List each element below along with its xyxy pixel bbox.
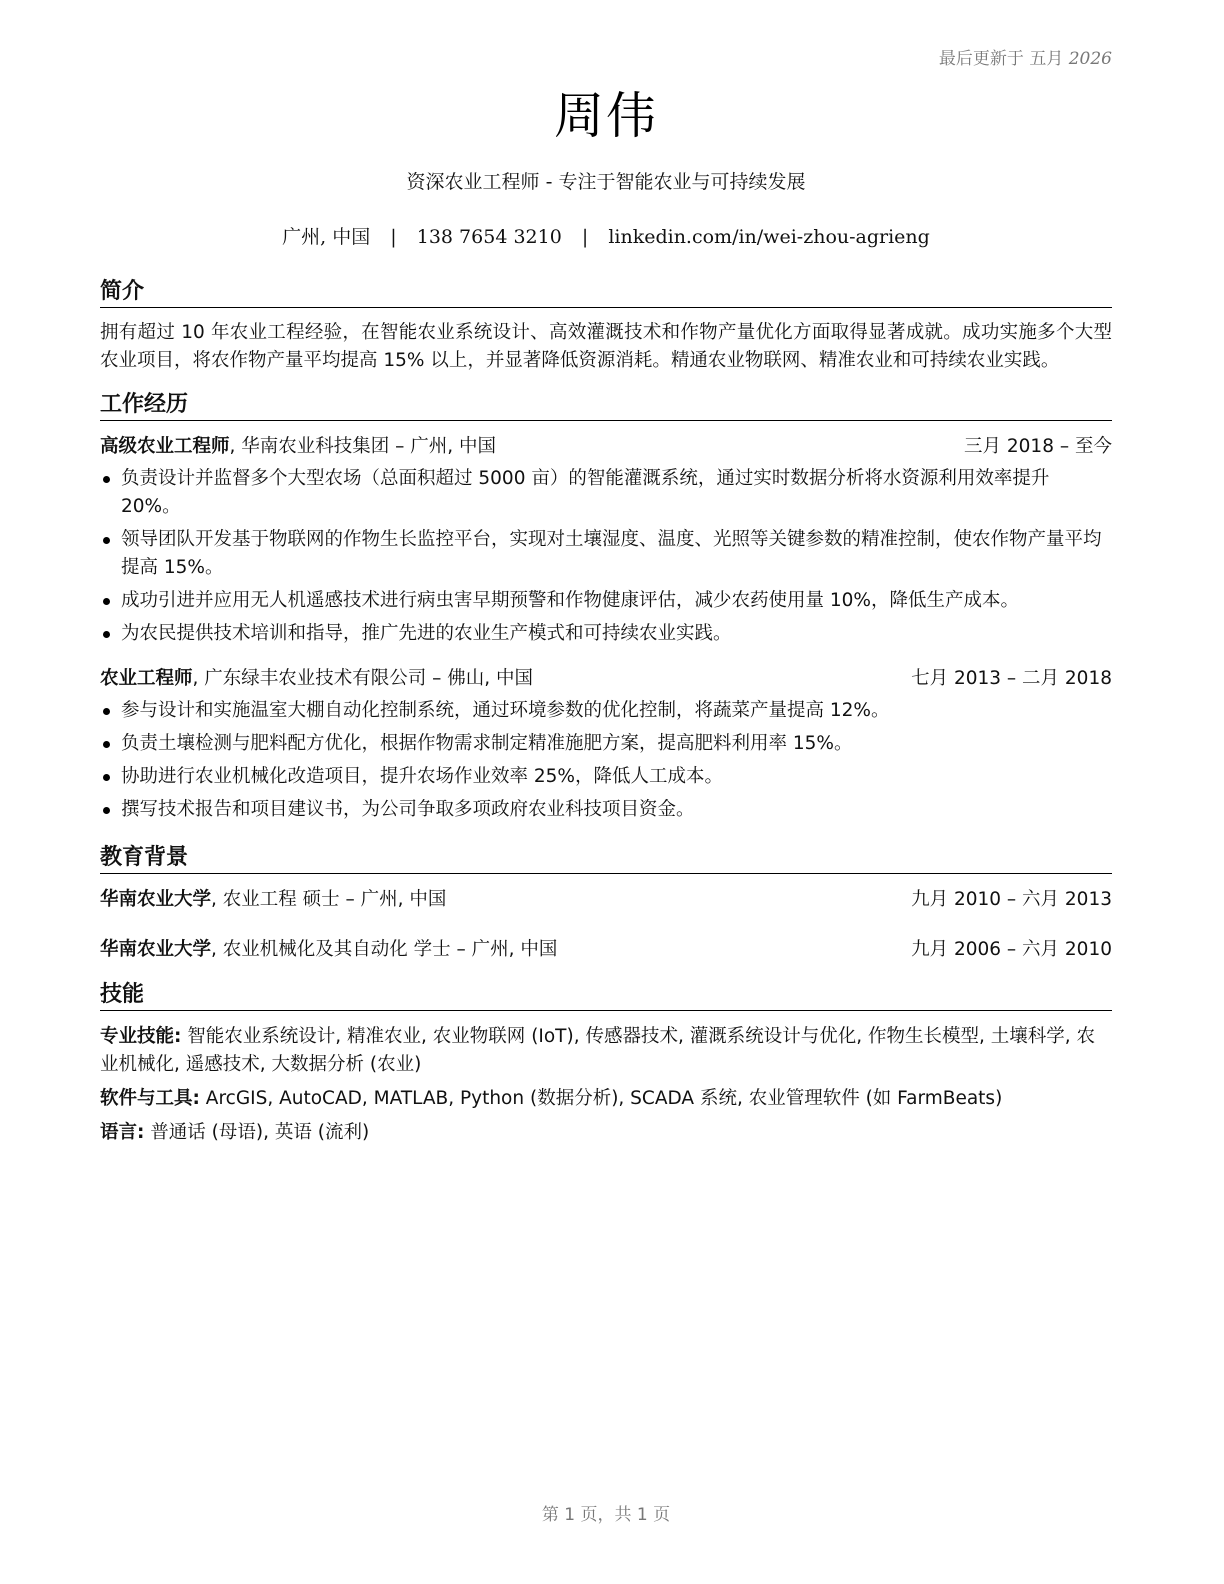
- skills-row: [100, 1085, 1112, 1113]
- education-school: 华南农业大学: [100, 939, 212, 960]
- education-dates: 九月 2010 – 六月 2013: [911, 889, 1112, 910]
- job-entry: [100, 665, 1112, 829]
- bullet-text: 撰写技术报告和项目建议书，为公司争取多项政府农业科技项目资金。: [121, 799, 695, 820]
- job-title: 农业工程师: [100, 668, 193, 689]
- bullet-text: 参与设计和实施温室大棚自动化控制系统，通过环境参数的优化控制，将蔬菜产量提高 12%。: [121, 700, 890, 721]
- contact-phone[interactable]: 138 7654 3210: [416, 226, 562, 248]
- bullet-text: 为农民提供技术培训和指导，推广先进的农业生产模式和可持续农业实践。: [121, 623, 732, 644]
- education-school: 华南农业大学: [100, 889, 212, 910]
- bullet-icon: [103, 598, 110, 605]
- last-updated: [939, 44, 1112, 69]
- bullet-text: 协助进行农业机械化改造项目，提升农场作业效率 25%，降低人工成本。: [121, 766, 724, 787]
- education-row: [100, 886, 1112, 914]
- last-updated-prefix: 最后更新于 五月: [938, 49, 1064, 69]
- section-title-skills: 技能: [100, 980, 1112, 1011]
- list-item: [100, 730, 1112, 758]
- education-degree: [100, 936, 557, 964]
- bullet-text: 领导团队开发基于物联网的作物生长监控平台，实现对土壤湿度、温度、光照等关键参数的精准控制，使农作物产量平均提高 15%。: [121, 529, 1102, 578]
- job-role: [100, 433, 496, 461]
- education-degree: [100, 886, 446, 914]
- job-company: , 华南农业科技集团 – 广州, 中国: [229, 436, 497, 457]
- bullet-icon: [103, 741, 110, 748]
- skills-value: 普通话 (母语), 英语 (流利): [144, 1122, 370, 1143]
- last-updated-year: 2026: [1068, 49, 1112, 69]
- page-footer: 第 1 页，共 1 页: [541, 1505, 671, 1525]
- list-item: [100, 465, 1112, 521]
- resume-page: [100, 0, 1112, 1584]
- bullet-text: 成功引进并应用无人机遥感技术进行病虫害早期预警和作物健康评估，减少农药使用量 10%，降低生产成本。: [121, 590, 1020, 611]
- bullet-text: 负责土壤检测与肥料配方优化，根据作物需求制定精准施肥方案，提高肥料利用率 15%。: [121, 733, 853, 754]
- skills-row: [100, 1119, 1112, 1147]
- bullet-text: 负责设计并监督多个大型农场（总面积超过 5000 亩）的智能灌溉系统，通过实时数据分析将水资源利用效率提升 20%。: [121, 468, 1050, 517]
- job-dates: 三月 2018 – 至今: [964, 436, 1112, 457]
- education-row: [100, 936, 1112, 964]
- skills-label: 软件与工具:: [100, 1088, 200, 1109]
- job-role: [100, 665, 533, 693]
- job-header: [100, 433, 1112, 461]
- list-item: [100, 587, 1112, 615]
- contact-separator: |: [581, 226, 589, 248]
- bullet-icon: [103, 631, 110, 638]
- education-details: , 农业工程 硕士 – 广州, 中国: [211, 889, 447, 910]
- section-title-education: 教育背景: [100, 843, 1112, 874]
- job-header: [100, 665, 1112, 693]
- list-item: [100, 620, 1112, 648]
- list-item: [100, 526, 1112, 582]
- bullet-icon: [103, 708, 110, 715]
- bullet-icon: [103, 774, 110, 781]
- skills-label: 语言:: [100, 1122, 145, 1143]
- skills-value: ArcGIS, AutoCAD, MATLAB, Python (数据分析), SCADA 系统, 农业管理软件 (如 FarmBeats): [199, 1088, 1003, 1109]
- bullet-icon: [103, 537, 110, 544]
- job-bullets: [100, 465, 1112, 648]
- bullet-icon: [103, 476, 110, 483]
- candidate-headline: 资深农业工程师 - 专注于智能农业与可持续发展: [406, 171, 806, 193]
- education-dates: 九月 2006 – 六月 2010: [911, 939, 1112, 960]
- job-bullets: [100, 697, 1112, 824]
- contact-line: [100, 224, 1112, 250]
- contact-location: 广州, 中国: [282, 226, 371, 248]
- contact-separator: |: [390, 226, 397, 248]
- summary-text: 拥有超过 10 年农业工程经验，在智能农业系统设计、高效灌溉技术和作物产量优化方面取得显著成就。成功实施多个大型农业项目，将农作物产量平均提高 15% 以上，并显著降低资源消耗。精通农业物联网、精准农业和可持续农业实践。: [100, 322, 1112, 371]
- job-title: 高级农业工程师: [100, 436, 230, 457]
- contact-linkedin-link[interactable]: linkedin.com/in/wei-zhou-agrieng: [608, 226, 930, 248]
- education-entry: [100, 886, 1112, 914]
- education-details: , 农业机械化及其自动化 学士 – 广州, 中国: [211, 939, 558, 960]
- job-dates: 七月 2013 – 二月 2018: [911, 668, 1112, 689]
- skills-value: 智能农业系统设计, 精准农业, 农业物联网 (IoT), 传感器技术, 灌溉系统设计与优化, 作物生长模型, 土壤科学, 农业机械化, 遥感技术, 大数据分析 (农业): [100, 1026, 1096, 1075]
- skills-row: [100, 1023, 1112, 1079]
- skills-label: 专业技能:: [100, 1026, 182, 1047]
- candidate-name: 周伟: [554, 87, 658, 145]
- section-title-experience: 工作经历: [100, 390, 1112, 421]
- job-entry: [100, 433, 1112, 653]
- section-title-summary: 简介: [100, 277, 1112, 308]
- bullet-icon: [103, 807, 110, 814]
- education-entry: [100, 936, 1112, 964]
- job-company: , 广东绿丰农业技术有限公司 – 佛山, 中国: [192, 668, 534, 689]
- list-item: [100, 763, 1112, 791]
- list-item: [100, 697, 1112, 725]
- skills-list: [100, 1023, 1112, 1153]
- list-item: [100, 796, 1112, 824]
